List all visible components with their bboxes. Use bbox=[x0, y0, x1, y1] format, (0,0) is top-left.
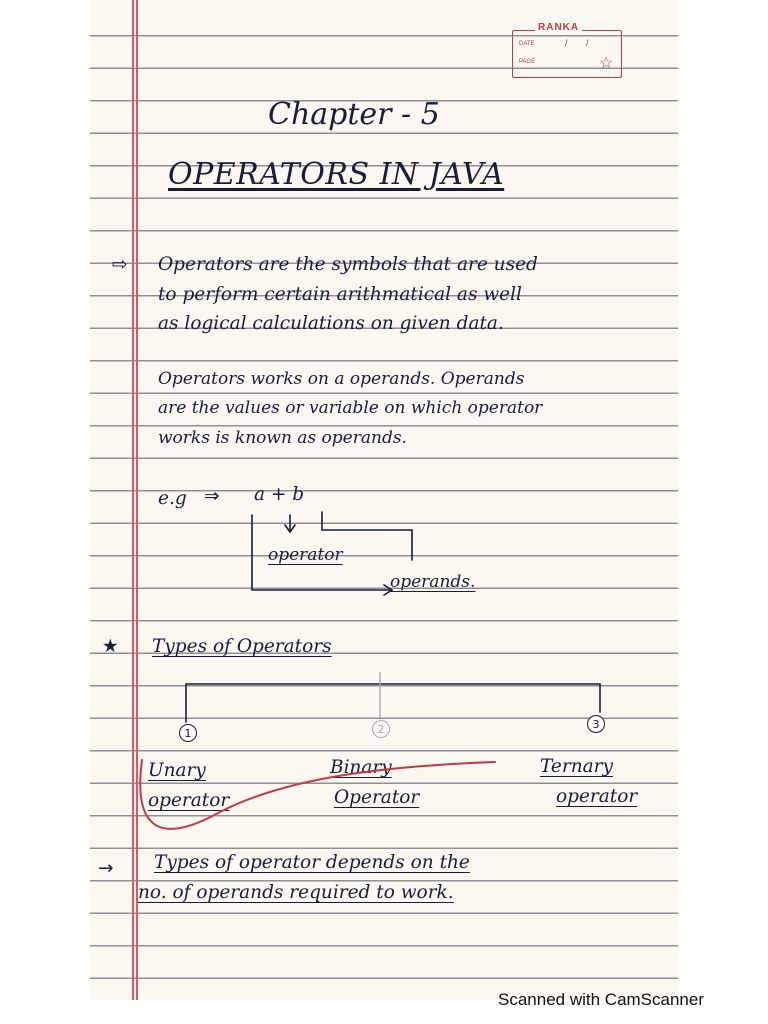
definition-arrow-icon: ⇨ bbox=[112, 254, 128, 275]
stamp-page-label: PAGE bbox=[519, 59, 536, 65]
notebook-page bbox=[90, 0, 678, 1000]
types-heading: Types of Operators bbox=[152, 636, 332, 657]
type-number-1: 1 bbox=[179, 724, 197, 742]
operator-arrowhead bbox=[285, 525, 295, 532]
notebook-date-stamp bbox=[512, 22, 622, 78]
chapter-title: Chapter - 5 bbox=[268, 97, 440, 132]
type-suffix-binary: Operator bbox=[334, 787, 420, 808]
operands-note-line-3: works is known as operands. bbox=[158, 428, 407, 448]
type-suffix-ternary: operator bbox=[556, 786, 638, 807]
stamp-date-slashes: / / bbox=[565, 38, 597, 48]
stamp-star-icon: ☆ bbox=[599, 55, 614, 72]
types-bullet-icon: ★ bbox=[102, 636, 119, 657]
operands-note-line-1: Operators works on a operands. Operands bbox=[158, 369, 525, 389]
example-operands-label: operands. bbox=[390, 572, 476, 592]
type-name-unary: Unary bbox=[148, 760, 206, 781]
type-name-ternary: Ternary bbox=[540, 756, 613, 777]
stamp-brand: RANKA bbox=[535, 22, 582, 33]
type-number-3: 3 bbox=[587, 715, 605, 733]
definition-line-2: to perform certain arithmatical as well bbox=[158, 284, 522, 305]
definition-line-3: as logical calculations on given data. bbox=[158, 313, 504, 334]
definition-line-1: Operators are the symbols that are used bbox=[158, 254, 538, 275]
example-label: e.g bbox=[158, 488, 187, 509]
conclusion-line-2: no. of operands required to work. bbox=[138, 882, 454, 903]
example-arrow-icon: ⇒ bbox=[204, 486, 220, 507]
chapter-subtitle: OPERATORS IN JAVA bbox=[168, 157, 505, 192]
type-number-2: 2 bbox=[372, 720, 390, 738]
camscanner-watermark: Scanned with CamScanner bbox=[498, 990, 705, 1009]
type-suffix-unary: operator bbox=[148, 790, 230, 811]
conclusion-arrow-icon: → bbox=[98, 858, 114, 879]
type-name-binary: Binary bbox=[330, 757, 392, 778]
stamp-date-label: DATE bbox=[519, 41, 535, 47]
example-operator-label: operator bbox=[268, 545, 343, 565]
margin-line-outer bbox=[132, 0, 134, 1000]
conclusion-line-1: Types of operator depends on the bbox=[154, 852, 470, 873]
operands-note-line-2: are the values or variable on which operator bbox=[158, 398, 543, 418]
margin-line-inner bbox=[136, 0, 138, 1000]
example-expression: a + b bbox=[254, 484, 305, 505]
